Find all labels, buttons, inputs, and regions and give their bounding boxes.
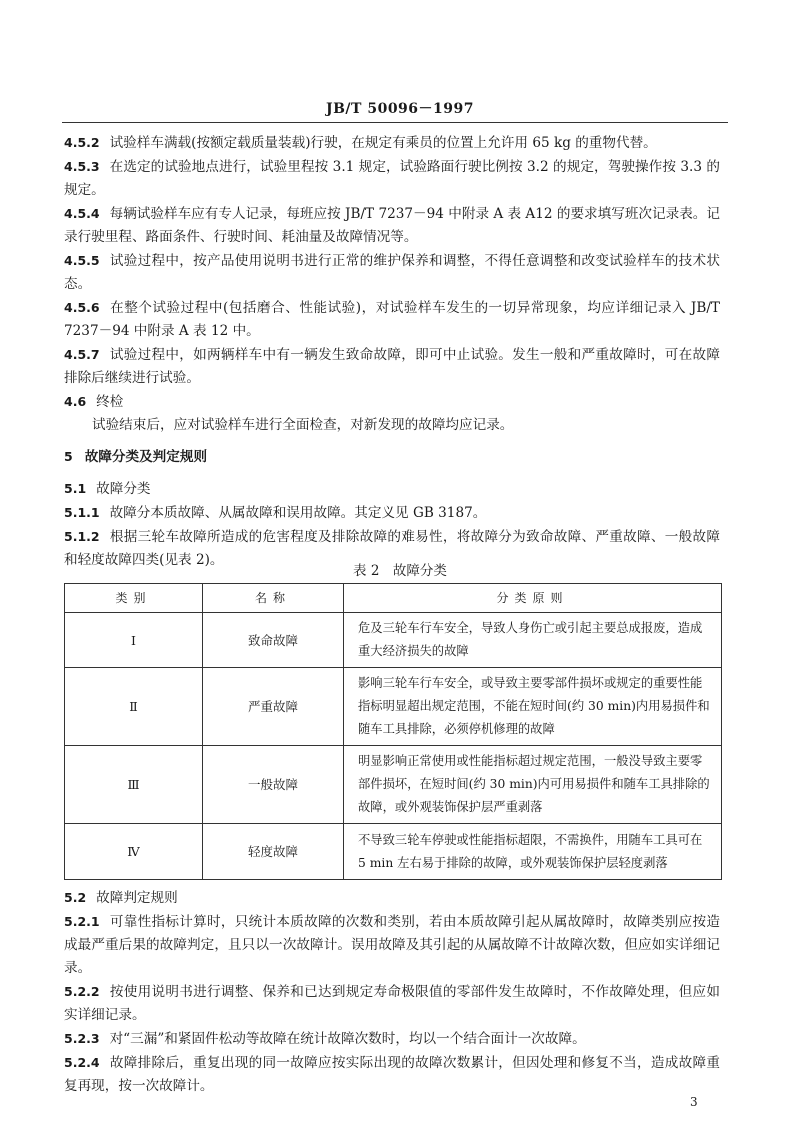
- principle-cell: 明显影响正常使用或性能指标超过规定范围，一般没导致主要零部件损坏，在短时间(约 30 min)内可用易损件和随车工具排除的故障，或外观装饰保护层严重剥落: [344, 746, 722, 824]
- body-lower: [64, 886, 720, 1098]
- clause-number: 5.2.1: [64, 914, 100, 929]
- clause-5-1-1: [64, 501, 720, 525]
- section-title: 故障分类及判定规则: [84, 449, 208, 465]
- clause-number: 5.2.3: [64, 1031, 100, 1046]
- table-row: [65, 668, 722, 746]
- clause-number: 5.1.1: [64, 505, 100, 520]
- clause-text: 试验过程中，如两辆样车中有一辆发生致命故障，即可中止试验。发生一般和严重故障时，可在故障排除后继续进行试验。: [64, 347, 720, 386]
- principle-cell: 危及三轮车行车安全，导致人身伤亡或引起主要总成报废，造成重大经济损失的故障: [344, 613, 722, 668]
- section-5-heading: [64, 445, 720, 469]
- clause-number: 5.2.4: [64, 1055, 100, 1070]
- clause-number: 4.5.6: [64, 300, 100, 315]
- category-cell: Ⅲ: [65, 746, 203, 824]
- category-cell: Ⅳ: [65, 824, 203, 880]
- clause-text: 故障分本质故障、从属故障和误用故障。其定义见 GB 3187。: [109, 505, 487, 521]
- clause-number: 4.5.4: [64, 206, 100, 221]
- page-number: 3: [690, 1095, 698, 1109]
- clause-text: 按使用说明书进行调整、保养和已达到规定寿命极限值的零部件发生故障时，不作故障处理，但应如实详细记录。: [64, 984, 720, 1023]
- clause-text: 可靠性指标计算时，只统计本质故障的次数和类别，若由本质故障引起从属故障时，故障类别应按造成最严重后果的故障判定，且只以一次故障计。误用故障及其引起的从属故障不计故障次数，但应如实详细记录。: [64, 914, 720, 976]
- table-row: [65, 613, 722, 668]
- clause-5-2-4: [64, 1051, 720, 1098]
- clause-number: 4.5.2: [64, 135, 100, 150]
- clause-text: 在整个试验过程中(包括磨合、性能试验)，对试验样车发生的一切异常现象，均应详细记录入 JB/T 7237－94 中附录 A 表 12 中。: [64, 300, 720, 339]
- clause-number: 5.2: [64, 890, 87, 905]
- body-upper: [64, 131, 720, 572]
- clause-number: 5.1: [64, 481, 87, 496]
- clause-4-5-6: [64, 296, 720, 343]
- table-row: [65, 746, 722, 824]
- clause-5-1: [64, 477, 720, 501]
- clause-text: 根据三轮车故障所造成的危害程度及排除故障的难易性，将故障分为致命故障、严重故障、一般故障和轻度故障四类(见表 2)。: [64, 529, 720, 568]
- clause-5-2: [64, 886, 720, 910]
- clause-text: 故障判定规则: [96, 890, 178, 906]
- name-cell: 致命故障: [203, 613, 344, 668]
- header-principle: 分类原则: [344, 584, 722, 613]
- header-name: 名称: [203, 584, 344, 613]
- name-cell: 严重故障: [203, 668, 344, 746]
- table-header-row: [65, 584, 722, 613]
- clause-number: 4.6: [64, 394, 87, 409]
- principle-cell: 影响三轮车行车安全，或导致主要零部件损坏或规定的重要性能指标明显超出规定范围，不能在短时间(约 30 min)内用易损件和随车工具排除，必须停机修理的故障: [344, 668, 722, 746]
- clause-text: 每辆试验样车应有专人记录，每班应按 JB/T 7237－94 中附录 A 表 A12 的要求填写班次记录表。记录行驶里程、路面条件、行驶时间、耗油量及故障情况等。: [64, 206, 720, 245]
- clause-4-5-5: [64, 249, 720, 296]
- clause-5-2-1: [64, 910, 720, 980]
- clause-4-5-3: [64, 155, 720, 202]
- clause-text: 试验过程中，按产品使用说明书进行正常的维护保养和调整，不得任意调整和改变试验样车的技术状态。: [64, 253, 720, 292]
- clause-number: 4.5.7: [64, 347, 100, 362]
- clause-number: 5.2.2: [64, 984, 100, 999]
- clause-number: 5.1.2: [64, 529, 100, 544]
- standard-header: JB/T 50096－1997: [325, 101, 475, 117]
- clause-number: 4.5.5: [64, 253, 100, 268]
- table-row: [65, 824, 722, 880]
- clause-text: 故障分类: [96, 481, 151, 497]
- clause-number: 4.5.3: [64, 159, 100, 174]
- fault-classification-table: [64, 583, 722, 880]
- name-cell: 轻度故障: [203, 824, 344, 880]
- principle-cell: 不导致三轮车停驶或性能指标超限，不需换件，用随车工具可在 5 min 左右易于排除的故障，或外观装饰保护层轻度剥落: [344, 824, 722, 880]
- clause-text: 在选定的试验地点进行，试验里程按 3.1 规定，试验路面行驶比例按 3.2 的规定，驾驶操作按 3.3 的规定。: [64, 159, 720, 198]
- clause-text: 试验结束后，应对试验样车进行全面检查，对新发现的故障均应记录。: [92, 417, 514, 433]
- clause-4-5-4: [64, 202, 720, 249]
- section-number: 5: [64, 449, 73, 464]
- category-cell: Ⅰ: [65, 613, 203, 668]
- clause-text: 试验样车满载(按额定载质量装载)行驶，在规定有乘员的位置上允许用 65 kg 的重物代替。: [109, 135, 657, 151]
- clause-text: 终检: [96, 394, 124, 410]
- name-cell: 一般故障: [203, 746, 344, 824]
- category-cell: Ⅱ: [65, 668, 203, 746]
- clause-4-5-2: [64, 131, 720, 155]
- table-caption: 表 2 故障分类: [353, 563, 447, 579]
- clause-4-6: [64, 390, 720, 414]
- clause-5-2-3: [64, 1027, 720, 1051]
- clause-4-5-7: [64, 343, 720, 390]
- clause-text: 故障排除后，重复出现的同一故障应按实际出现的故障次数累计，但因处理和修复不当，造成故障重复再现，按一次故障计。: [64, 1055, 720, 1094]
- header-category: 类别: [65, 584, 203, 613]
- clause-text: 对“三漏”和紧固件松动等故障在统计故障次数时，均以一个结合面计一次故障。: [109, 1031, 586, 1047]
- clause-4-6-body: [64, 414, 720, 437]
- clause-5-2-2: [64, 980, 720, 1027]
- header-rule: [62, 122, 728, 123]
